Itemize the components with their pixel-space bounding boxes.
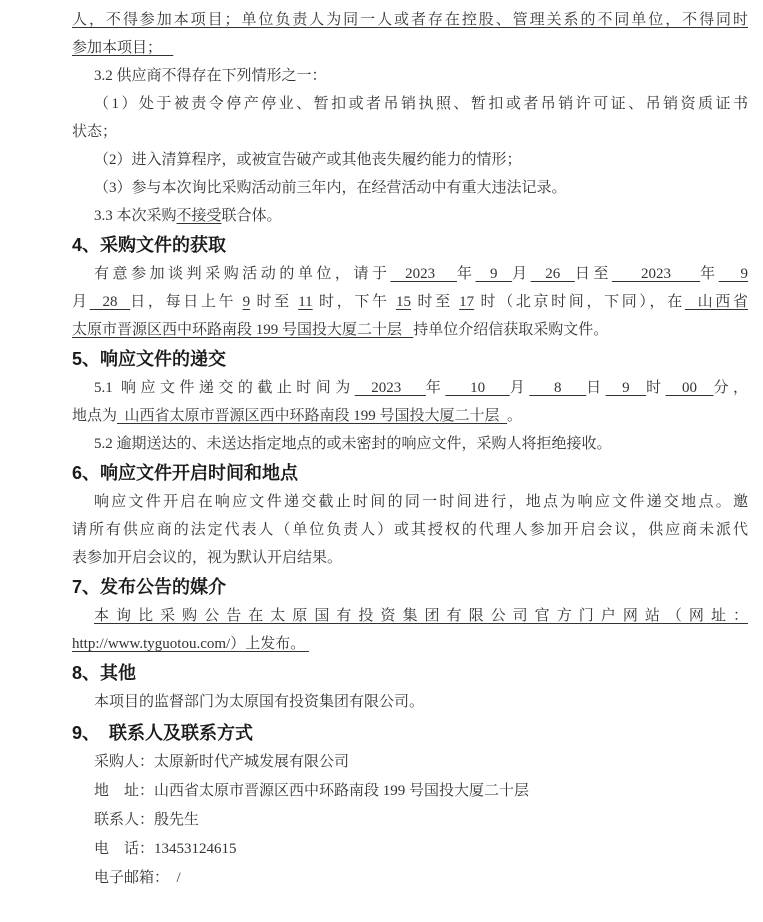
text: 持单位介绍信获取采购文件。 [413,322,609,338]
text: 联合体。 [221,208,282,224]
contact-email [72,864,748,893]
text: 有意参加谈判采购活动的单位，请于 [94,266,391,282]
underlined-text: 9 [242,294,251,310]
text: 请所有供应商的法定代表人（单位负责人）或其授权的代理人参加开启会议，供应商未派代 [72,522,748,538]
underlined-text: 2023 [354,380,426,396]
section-6-para-line-3 [72,544,748,572]
contact-address [72,777,748,806]
section-4-heading [72,230,748,260]
section-6-para-line-1 [72,488,748,516]
clause-5-2 [72,430,748,458]
section-7-heading [72,572,748,602]
underlined-text: 不接受 [176,208,222,224]
text: 年 [700,266,719,282]
underlined-text: 26 [530,266,575,282]
text: 日至 [574,266,612,282]
section-7-para-line-2 [72,630,748,658]
section-5-heading [72,344,748,374]
text: 分， [713,380,748,396]
clause-3-1-line-wrap-1 [72,6,748,34]
text: 6、响应文件开启时间和地点 [72,463,299,483]
text: 时至 [250,294,299,310]
contact-person [72,806,748,835]
section-7-para-line-1 [72,602,748,630]
text: 状态； [72,124,118,140]
text: 时 [646,380,666,396]
underlined-text: 15 [396,294,412,310]
contact-phone [72,835,748,864]
text: 日 [586,380,606,396]
section-4-para-line-3 [72,316,748,344]
text: 地点为 [72,408,118,424]
underlined-text: 11 [298,294,313,310]
text: 时至 [411,294,460,310]
underlined-text: 人，不得参加本项目；单位负责人为同一人或者存在控股、管理关系的不同单位，不得同时 [72,12,748,28]
underlined-text: 山西省 [684,294,748,310]
clause-3-2-item-3 [72,174,748,202]
section-4-para-line-2 [72,288,748,316]
text: 8、其他 [72,663,137,683]
underlined-text: 00 [665,380,714,396]
clause-3-1-line-wrap-2 [72,34,748,62]
section-4-para-line-1 [72,260,748,288]
underlined-text: 28 [89,294,131,310]
contact-purchaser [72,748,748,777]
text: 5.1 响应文件递交的截止时间为 [94,380,355,396]
text: 响应文件开启在响应文件递交截止时间的同一时间进行，地点为响应文件递交地点。邀 [94,494,748,510]
clause-3-2-item-1-line-2 [72,118,748,146]
underlined-text: 10 [445,380,510,396]
text: 日，每日上午 [130,294,243,310]
text: 3.2 供应商不得存在下列情形之一： [94,68,327,84]
section-6-heading [72,458,748,488]
section-8-para [72,688,748,716]
text: 。 [507,408,523,424]
text: 5、响应文件的递交 [72,349,227,369]
text: 年 [456,266,476,282]
text: 本项目的监督部门为太原国有投资集团有限公司。 [94,694,425,710]
text: （2）进入清算程序，或被宣告破产或其他丧失履约能力的情形； [94,152,522,168]
text: 4、采购文件的获取 [72,235,227,255]
text: （3）参与本次询比采购活动前三年内，在经营活动中有重大违法记录。 [94,180,567,196]
text: 9、 联系人及联系方式 [72,723,254,743]
text: 5.2 逾期送达的、未送达指定地点的或未密封的响应文件，采购人将拒绝接收。 [94,436,612,452]
text: 表参加开启会议的，视为默认开启结果。 [72,550,343,566]
underlined-text: 9 [718,266,749,282]
underlined-text: 太原市晋源区西中环路南段 199 号国投大厦二十层 [72,322,414,338]
text: 7、发布公告的媒介 [72,577,227,597]
underlined-text: 本询比采购公告在太原国有投资集团有限公司官方门户网站（网址： [94,608,748,624]
text: 联系人：殷先生 [94,812,200,828]
underlined-text: 9 [475,266,513,282]
underlined-text: 17 [459,294,475,310]
text: 年 [425,380,446,396]
text: 采购人：太原新时代产城发展有限公司 [94,754,350,770]
text: 月 [72,294,90,310]
text: 电 话：13453124615 [94,841,237,857]
clause-3-2-item-2 [72,146,748,174]
text: 地 址：山西省太原市晋源区西中环路南段 199 号国投大厦二十层 [94,783,530,799]
text: 时（北京时间，下同），在 [474,294,685,310]
underlined-text: http://www.tyguotou.com/）上发布。 [72,636,309,652]
text: 月 [509,380,530,396]
section-8-heading [72,658,748,688]
text: （1）处于被责令停产停业、暂扣或者吊销执照、暂扣或者吊销许可证、吊销资质证书 [94,96,748,112]
clause-5-1-line-1 [72,374,748,402]
clause-3-2 [72,62,748,90]
underlined-text: 9 [605,380,647,396]
clause-5-1-line-2 [72,402,748,430]
underlined-text: 8 [529,380,587,396]
clause-3-2-item-1-line-1 [72,90,748,118]
underlined-text: 山西省太原市晋源区西中环路南段 199 号国投大厦二十层 [117,408,508,424]
document-body [72,6,748,893]
underlined-text: 2023 [390,266,457,282]
underlined-text: 参加本项目； [72,40,174,56]
text: 电子邮箱： / [94,870,181,886]
text: 3.3 本次采购 [94,208,177,224]
section-9-heading [72,718,748,748]
section-6-para-line-2 [72,516,748,544]
text: 月 [512,266,531,282]
underlined-text: 2023 [611,266,701,282]
text: 时，下午 [312,294,397,310]
clause-3-3 [72,202,748,230]
